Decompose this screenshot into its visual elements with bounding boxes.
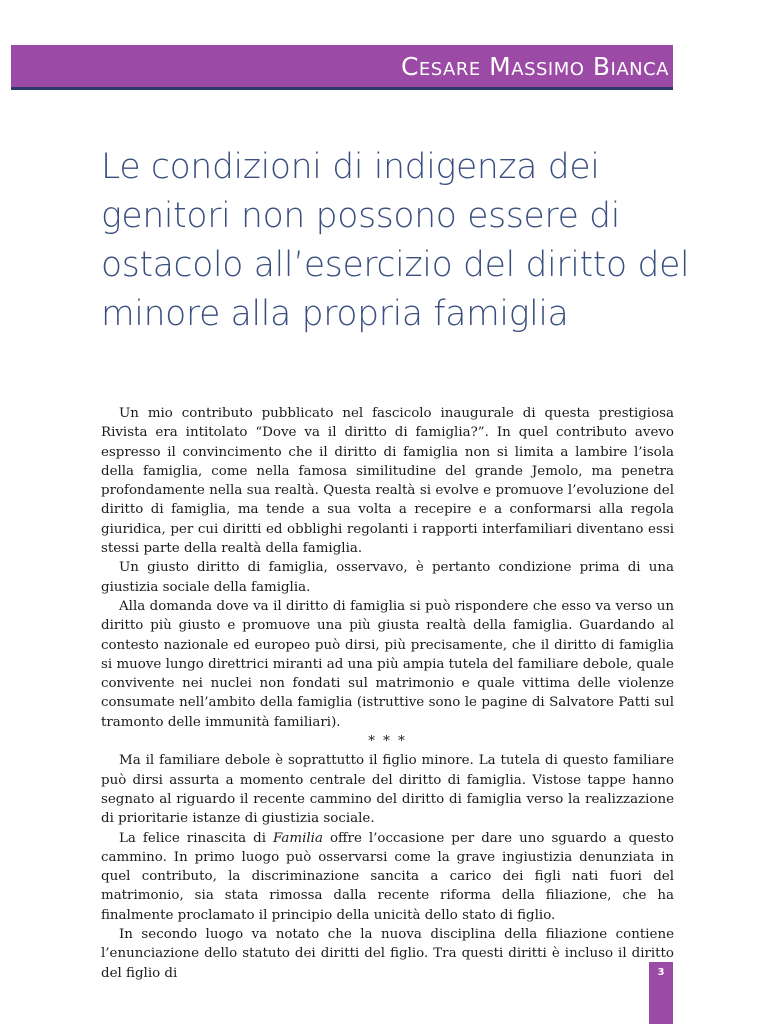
author-name: Cesare Massimo Bianca [400, 51, 669, 81]
journal-name: Familia [273, 830, 323, 846]
paragraph: Alla domanda dove va il diritto di famiglia si può rispondere che esso va verso un diritto più giusto e promuove una più giusta realtà della famiglia. Guardando al contesto nazionale ed europeo può dirsi, più precisamente, che il diritto di famiglia si muove lungo direttrici miranti ad una più ampia tutela del familiare debole, quale convivente nei nuclei non fondati sul matrimonio e quale vittima delle violenze consumate nell’ambito della famiglia (istruttive sono le pagine di Salvatore Patti sul tramonto delle immunità familiari). [101, 598, 674, 730]
paragraph: Ma il familiare debole è soprattutto il figlio minore. La tutela di questo familiare può dirsi assurta a momento centrale del diritto di famiglia. Vistose tappe hanno segnato al riguardo il recente cammino del diritto di famiglia verso la realizzazione di prioritarie istanze di giustizia sociale. [101, 753, 674, 827]
paragraph [101, 829, 674, 925]
section-separator: * * * [368, 734, 407, 750]
paragraph: In secondo luogo va notato che la nuova disciplina della filiazione contiene l’enunciazione dello statuto dei diritti del figlio. Tra questi diritti è incluso il diritto del figlio di [101, 927, 674, 981]
header-rule [11, 87, 673, 90]
paragraph: Un giusto diritto di famiglia, osservavo, è pertanto condizione prima di una giustizia sociale della famiglia. [101, 560, 674, 595]
header-band [11, 45, 673, 87]
paragraph: Un mio contributo pubblicato nel fascicolo inaugurale di questa prestigiosa Rivista era intitolato “Dove va il diritto di famiglia?”. In quel contributo avevo espresso il convincimento che il diritto di famiglia non si limita a lambire l’isola della famiglia, come nella famosa similitudine del grande Jemolo, ma penetra profondamente nella sua realtà. Questa realtà si evolve e promuove l’evoluzione del diritto di famiglia, ma tende a sua volta a recepire e a conformarsi alla regola giuridica, per cui diritti ed obblighi regolanti i rapporti interfamiliari diventano essi stessi parte della realtà della famiglia. [101, 406, 674, 557]
article-title: Le condizioni di indigenza dei genitori non possono essere di ostacolo all’esercizio del diritto del minore alla propria famiglia [101, 147, 690, 334]
page-number: 3 [649, 962, 673, 1024]
text-run: offre l’occasione per dare uno sguardo a questo cammino. In primo luogo può osservarsi come la grave ingiustizia denunziata in quel contributo, la discriminazione sancita a carico dei figli nati fuori del matrimonio, sia stata rimossa dalla recente riforma della filiazione, che ha finalmente proclamato il principio della unicità dello stato di figlio. [101, 830, 674, 923]
article-body [101, 404, 674, 983]
text-run: La felice rinascita di [119, 830, 274, 846]
